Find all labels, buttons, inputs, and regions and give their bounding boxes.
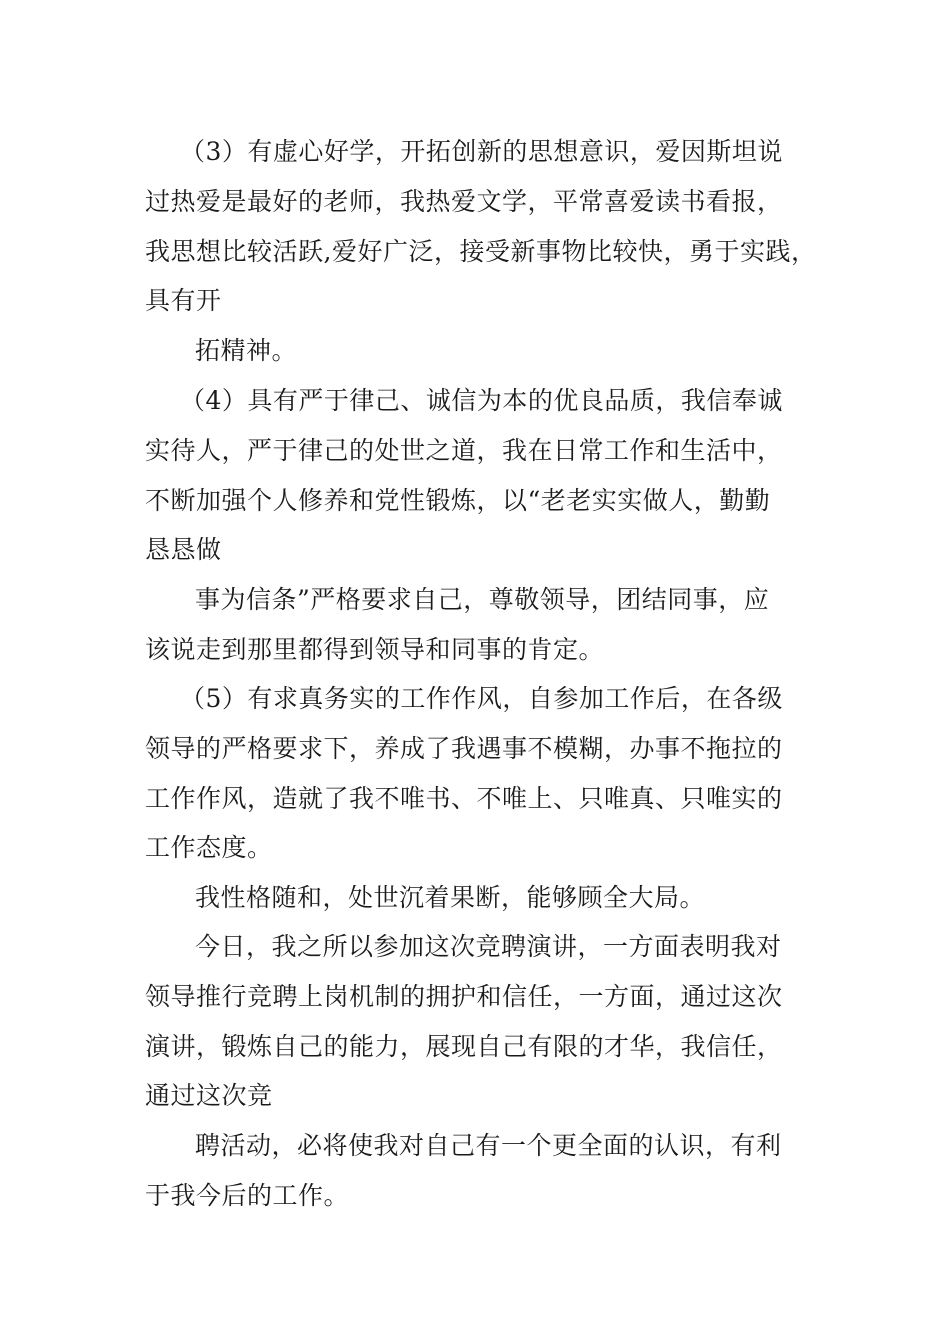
text-line: 聘活动，必将使我对自己有一个更全面的认识，有利 [195,1131,782,1160]
text-line: 事为信条”严格要求自己，尊敬领导，团结同事，应 [195,585,770,614]
text-line: 通过这次竞 [145,1081,273,1110]
text-line: 工作作风，造就了我不唯书、不唯上、只唯真、只唯实的 [145,784,783,813]
text-line: 领导的严格要求下，养成了我遇事不模糊，办事不拖拉的 [145,734,783,763]
text-line: 我性格随和，处世沉着果断，能够顾全大局。 [195,883,706,912]
text-line: 恳恳做 [145,535,222,564]
text-line: 具有开 [145,286,222,315]
text-line: 过热爱是最好的老师，我热爱文学，平常喜爱读书看报， [145,187,783,216]
text-line: 我思想比较活跃,爱好广泛，接受新事物比较快，勇于实践， [145,237,817,266]
text-line: （5）有求真务实的工作作风，自参加工作后，在各级 [180,684,783,713]
text-line: （4）具有严于律己、诚信为本的优良品质，我信奉诚 [180,386,783,415]
text-line: 拓精神。 [195,336,298,365]
text-line: 演讲，锻炼自己的能力，展现自己有限的才华，我信任， [145,1032,783,1061]
text-line: 工作态度。 [145,833,273,862]
text-line: 实待人，严于律己的处世之道，我在日常工作和生活中， [145,436,783,465]
text-line: 于我今后的工作。 [145,1181,350,1210]
text-line: 该说走到那里都得到领导和同事的肯定。 [145,635,605,664]
text-line: 不断加强个人修养和党性锻炼，以“老老实实做人，勤勤 [145,486,771,515]
text-line: 领导推行竞聘上岗机制的拥护和信任，一方面，通过这次 [145,982,783,1011]
text-line: （3）有虚心好学，开拓创新的思想意识，爱因斯坦说 [180,137,783,166]
text-line: 今日，我之所以参加这次竞聘演讲，一方面表明我对 [195,932,782,961]
